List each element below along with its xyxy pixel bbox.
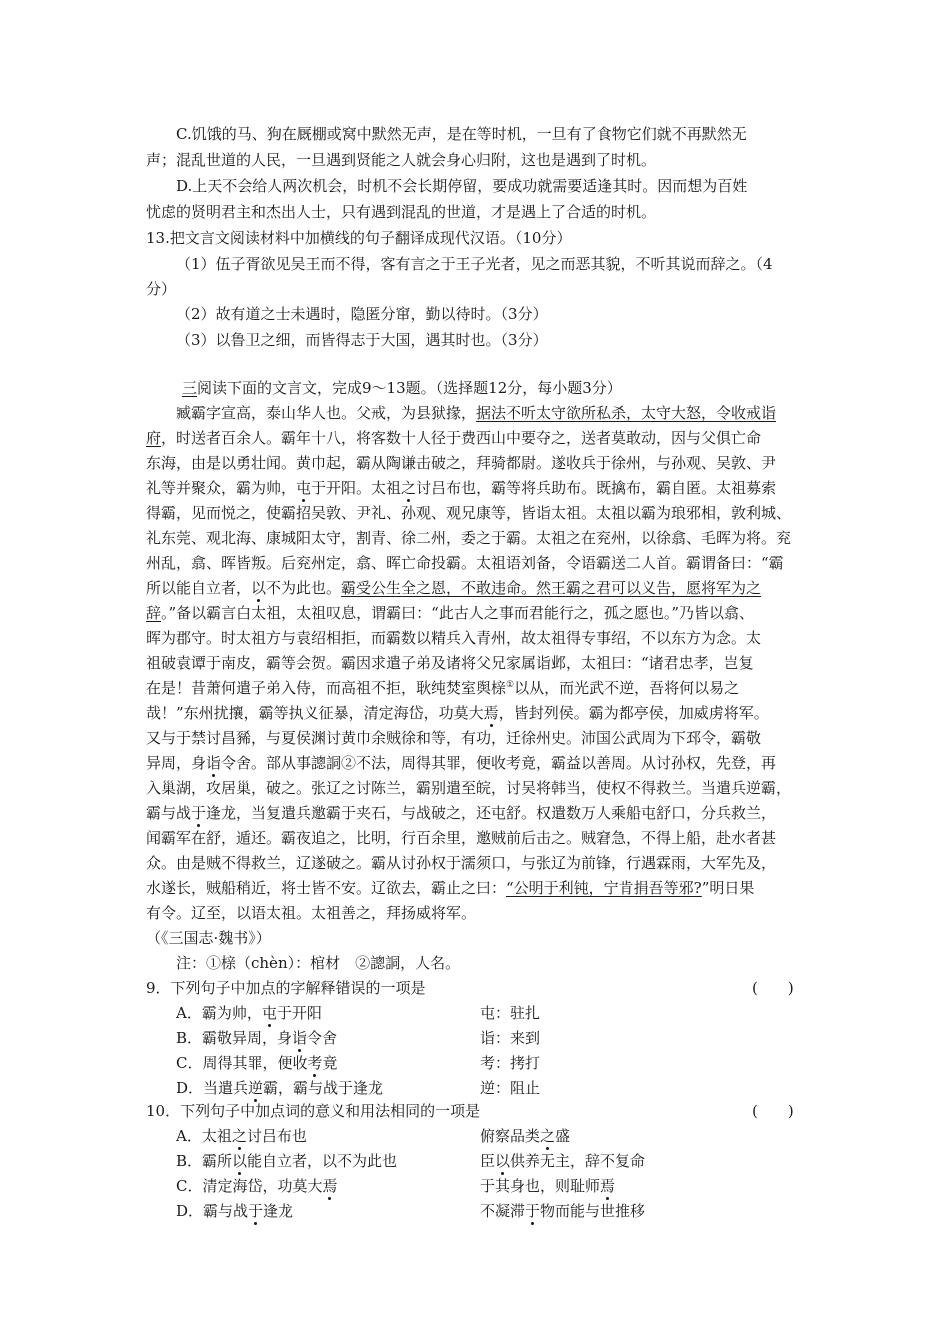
dotted-char: 屯 [261, 1004, 277, 1022]
q12-option-d-line1: D.上天不会给人两次机会，时机不会长期停留，要成功就需要适逢其时。因而想为百姓 [176, 177, 748, 195]
underlined-sentence-1: 据法不听太守欲所私杀，太守大怒，令收戒诣 [476, 404, 777, 422]
q12-option-c-line2: 声；混乱世道的人民，一旦遇到贤能之人就会身心归附，这也是遇到了时机。 [146, 151, 657, 169]
q10-title: 10．下列句子中加点词的意义和用法相同的一项是 [146, 1102, 481, 1120]
q9-option: C．周得其罪，便收考竟 [176, 1054, 338, 1072]
dotted-char: 考 [307, 1054, 323, 1072]
passage-line: 礼等并聚众，霸为帅，屯于开阳。太祖之讨吕布也，霸等将兵助布。既擒布，霸自匿。太祖募索 [146, 479, 777, 497]
q12-option-d-line2: 忧虑的贤明君主和杰出人士，只有遇到混乱的世道，才是遇上了合适的时机。 [146, 203, 657, 221]
passage-note: 注：①榇（chèn）：棺材 ②謥詷，人名。 [176, 954, 461, 972]
dotted-char: 以 [495, 1152, 511, 1170]
passage-line: 又与于禁讨昌豨，与夏侯渊讨黄巾余贼徐和等，有功，迁徐州史。沛国公武周为下邳令，霸敬 [146, 729, 762, 747]
dotted-char: 于 [248, 1202, 264, 1220]
passage-line: 所以能自立者，以不为此也。霸受公生全之恩，不敢违命。然王霸之君可以义告，愿将军为之 [146, 579, 762, 597]
passage-source: （《三国志·魏书》） [146, 929, 271, 947]
q9-option-gloss: 考：拷打 [480, 1054, 541, 1072]
section-instruction: 阅读下面的文言文，完成9～13题。（选择题12分，每小题3分） [197, 379, 622, 397]
q9-title: 9．下列句子中加点的字解释错误的一项是 [146, 979, 426, 997]
passage-line: 哉！”东州扰攘，霸等执义征暴，清定海岱，功莫大焉，皆封列侯。霸为都亭侯，加威虏将军。 [146, 704, 769, 722]
q9-option: A．霸为帅，屯于开阳 [176, 1004, 322, 1022]
q10-option-compare: 不凝滞于物而能与世推移 [480, 1202, 646, 1220]
section-heading [182, 378, 622, 398]
q12-option-c-line1: C.饥饿的马、狗在厩棚或窝中默然无声，是在等时机，一旦有了食物它们就不再默然无 [176, 125, 747, 143]
q10-option: C．清定海岱，功莫大焉 [176, 1177, 338, 1195]
passage-line: 州乱，翕、晖皆叛。后兖州定，翕、晖亡命投霸。太祖语刘备，令语霸送二人首。霸谓备曰：“霸 [146, 554, 784, 572]
q10-option-compare: 俯察品类之盛 [480, 1127, 571, 1145]
passage-line: 礼东莞、观北海、康城阳太守，割青、徐二州，委之于霸。太祖之在兖州，以徐翕、毛晖为将。兖 [146, 529, 792, 547]
q9-option: B．霸敬异周，身诣令舍 [176, 1029, 338, 1047]
dotted-char: 逆 [248, 1079, 264, 1097]
dotted-char: 以 [251, 579, 267, 597]
q13-item1-line1: （1）伍子胥欲见吴王而不得，客有言之于王子光者，见之而恶其貌，不听其说而辞之。（4 [176, 255, 773, 273]
q10-answer-blank: ( ) [752, 1102, 794, 1120]
passage-line: 得霸，见而悦之，使霸招吴敦、尹礼、孙观、观兄康等，皆诣太祖。太祖以霸为琅邪相，敦利城、 [146, 504, 792, 522]
underlined-sentence-3: “公明于利钝，宁肯捐吾等邪? [506, 879, 702, 897]
passage-line: 水遂长，贼船稍近，将士皆不安。辽欲去，霸止之曰：“公明于利钝，宁肯捐吾等邪?”明日果 [146, 879, 755, 897]
passage-line: 东海，由是以勇壮闻。黄巾起，霸从陶谦击破之，拜骑都尉。遂收兵于徐州，与孙观、吴敦、尹 [146, 454, 777, 472]
passage-line: 晖为郡守。时太祖方与袁绍相拒，而霸数以精兵入青州，故太祖得专事绍，不以东方为念。太 [146, 629, 762, 647]
q13-item1-line2: 分） [146, 280, 177, 298]
q9-option: D．当遣兵逆霸，霸与战于逢龙 [176, 1079, 384, 1097]
passage-line: 入巢湖，攻居巢，破之。张辽之讨陈兰，霸别遣至皖，讨吴将韩当，使权不得救兰。当遣兵逆霸， [146, 779, 792, 797]
dotted-char: 焉 [322, 1177, 338, 1195]
passage-line: 在是！昔萧何遣子弟入侍，而高祖不拒，耿纯焚室舆榇①以从，而光武不逆，吾将何以易之 [146, 679, 740, 697]
dotted-char: 以 [232, 1152, 248, 1170]
q10-option: D．霸与战于逢龙 [176, 1202, 294, 1220]
passage-line: 辞。”备以霸言白太祖，太祖叹息，谓霸曰：“此古人之事而君能行之，孤之愿也。”乃皆以翕、 [146, 604, 755, 622]
dotted-char: 之 [401, 479, 417, 497]
q10-option: A．太祖之讨吕布也 [176, 1127, 307, 1145]
dotted-char: 诣 [292, 1029, 308, 1047]
passage-line: 祖破袁谭于南皮，霸等会贺。霸因求遣子弟及诸将父兄家属诣邺，太祖曰：“诸君忠孝，岂复 [146, 654, 754, 672]
section-number: 三 [182, 379, 198, 397]
q9-option-gloss: 逆：阻止 [480, 1079, 541, 1097]
q10-option-compare: 臣以供养无主，辞不复命 [480, 1152, 646, 1170]
q9-option-gloss: 屯：驻扎 [480, 1004, 541, 1022]
dotted-char: 诣 [206, 754, 222, 772]
q10-option-compare: 于其身也，则耻师焉 [480, 1177, 616, 1195]
q10-option: B．霸所以能自立者，以不为此也 [176, 1152, 398, 1170]
q9-answer-blank: ( ) [752, 979, 794, 997]
passage-line: 臧霸字宣高，泰山华人也。父戒，为县狱掾，据法不听太守欲所私杀，太守大怒，令收戒诣 [176, 404, 777, 422]
passage-line: 众。由是贼不得救兰，辽遂破之。霸从讨孙权于濡须口，与张辽为前锋，行遇霖雨，大军先及， [146, 854, 777, 872]
dotted-char: 之 [231, 1127, 247, 1145]
passage-line: 有令。辽至，以语太祖。太祖善之，拜扬威将军。 [146, 904, 477, 922]
dotted-char: 焉 [483, 704, 499, 722]
q13-item2: （2）故有道之士未遇时，隐匿分窜，勤以待时。（3分） [176, 305, 548, 323]
passage-line: 府，时送者百余人。霸年十八，将客数十人径于费西山中要夺之，送者莫敢动，因与父俱亡命 [146, 429, 762, 447]
passage-line: 闻霸军在舒，遁还。霸夜追之，比明，行百余里，邀贼前后击之。贼窘急，不得上船，赴水者甚 [146, 829, 777, 847]
underlined-sentence-2: 霸受公生全之恩，不敢违命。然王霸之君可以义告，愿将军为之 [341, 579, 762, 597]
dotted-char: 屯 [296, 479, 312, 497]
dotted-char: 焉 [600, 1177, 616, 1195]
passage-line: 异周，身诣令舍。部从事謥詷②不法，周得其罪，便收考竟，霸益以善周。从讨孙权，先登，再 [146, 754, 777, 772]
dotted-char: 于 [525, 1202, 541, 1220]
q13-item3: （3）以鲁卫之细，而皆得志于大国，遇其时也。（3分） [176, 331, 548, 349]
q13-title: 13.把文言文阅读材料中加横线的句子翻译成现代汉语。（10分） [146, 229, 572, 247]
dotted-char: 于 [191, 804, 207, 822]
passage-line: 霸与战于逢龙，当复遣兵邀霸于夹石，与战破之，还屯舒。权遣数万人乘船屯舒口，分兵救兰， [146, 804, 777, 822]
q9-option-gloss: 诣：来到 [480, 1029, 541, 1047]
footnote-marker: ① [506, 680, 515, 690]
dotted-char: 之 [540, 1127, 556, 1145]
